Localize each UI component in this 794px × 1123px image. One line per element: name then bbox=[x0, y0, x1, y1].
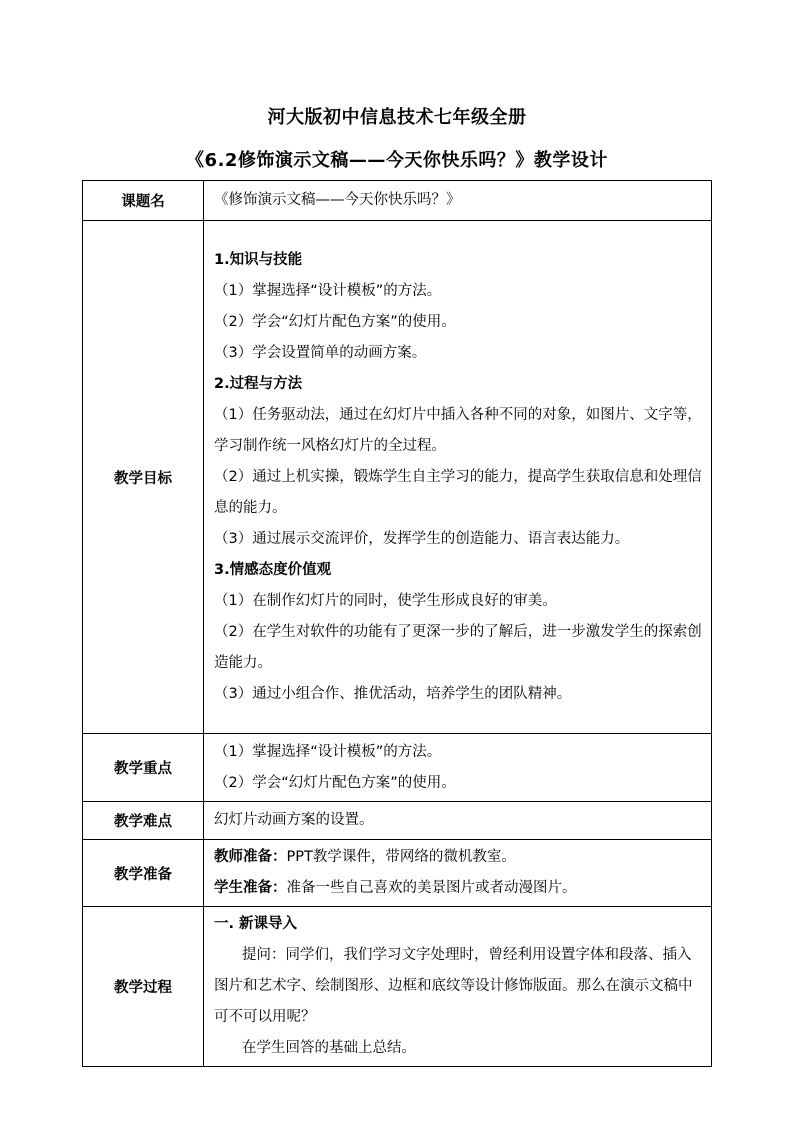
teacher-preparation-value: PPT教学课件，带网络的微机教室。 bbox=[286, 849, 516, 865]
table-row-topic bbox=[83, 181, 712, 221]
section-heading: 2.过程与方法 bbox=[214, 375, 303, 392]
list-item: （3）通过小组合作、推优活动，培养学生的团队精神。 bbox=[214, 685, 572, 702]
section-heading: 1.知识与技能 bbox=[214, 251, 303, 268]
row-content-topic bbox=[204, 181, 712, 221]
row-label-topic: 课题名 bbox=[83, 181, 204, 221]
table-row-process bbox=[83, 907, 712, 1067]
list-item: （2）学会“幻灯片配色方案”的使用。 bbox=[214, 313, 456, 330]
section-heading: 3.情感态度价值观 bbox=[214, 561, 332, 578]
row-label-objectives: 教学目标 bbox=[83, 221, 204, 734]
list-item: （2）学会“幻灯片配色方案”的使用。 bbox=[214, 774, 456, 791]
difficulty-value: 幻灯片动画方案的设置。 bbox=[214, 812, 374, 828]
table-row-objectives bbox=[83, 221, 712, 734]
list-item: （3）学会设置简单的动画方案。 bbox=[214, 344, 427, 361]
student-preparation-value: 准备一些自己喜欢的美景图片或者动漫图片。 bbox=[286, 880, 577, 896]
list-item: （2）在学生对软件的功能有了更深一步的了解后，进一步激发学生的探索创造能力。 bbox=[214, 623, 702, 671]
row-content-difficulties bbox=[204, 802, 712, 840]
list-item: （1）在制作幻灯片的同时，使学生形成良好的审美。 bbox=[214, 592, 557, 609]
lesson-plan-table bbox=[82, 180, 712, 1067]
topic-value: 《修饰演示文稿——今天你快乐吗？》 bbox=[214, 192, 461, 208]
row-label-preparation: 教学准备 bbox=[83, 840, 204, 907]
table-row-key-points bbox=[83, 734, 712, 802]
table-row-difficulties bbox=[83, 802, 712, 840]
list-item: （3）通过展示交流评价，发挥学生的创造能力、语言表达能力。 bbox=[214, 530, 630, 547]
paragraph: 提问：同学们，我们学习文字处理时，曾经利用设置字体和段落、插入图片和艺术字、绘制图形、边框和底纹等设计修饰版面。那么在演示文稿中可不可以用呢？ bbox=[214, 947, 693, 1025]
list-item: （2）通过上机实操，锻炼学生自主学习的能力，提高学生获取信息和处理信息的能力。 bbox=[214, 468, 702, 516]
document-title: 河大版初中信息技术七年级全册 bbox=[267, 107, 527, 128]
list-item: （1）任务驱动法，通过在幻灯片中插入各种不同的对象，如图片、文字等，学习制作统一风格幻灯片的全过程。 bbox=[214, 406, 702, 454]
row-label-process: 教学过程 bbox=[83, 907, 204, 1067]
row-label-key-points: 教学重点 bbox=[83, 734, 204, 802]
student-preparation bbox=[214, 873, 705, 904]
row-content-preparation bbox=[204, 840, 712, 907]
table-row-preparation bbox=[83, 840, 712, 907]
teacher-preparation bbox=[214, 842, 705, 873]
document-subtitle: 《6.2修饰演示文稿——今天你快乐吗？》教学设计 bbox=[186, 150, 608, 171]
row-content-key-points bbox=[204, 734, 712, 802]
row-content-objectives bbox=[204, 221, 712, 734]
list-item: （1）掌握选择“设计模板”的方法。 bbox=[214, 282, 442, 299]
teacher-preparation-label: 教师准备： bbox=[214, 849, 287, 865]
section-heading: 一. 新课导入 bbox=[214, 916, 298, 932]
student-preparation-label: 学生准备： bbox=[214, 880, 287, 896]
paragraph: 在学生回答的基础上总结。 bbox=[242, 1040, 416, 1056]
row-label-difficulties: 教学难点 bbox=[83, 802, 204, 840]
row-content-process bbox=[204, 907, 712, 1067]
list-item: （1）掌握选择“设计模板”的方法。 bbox=[214, 743, 442, 760]
